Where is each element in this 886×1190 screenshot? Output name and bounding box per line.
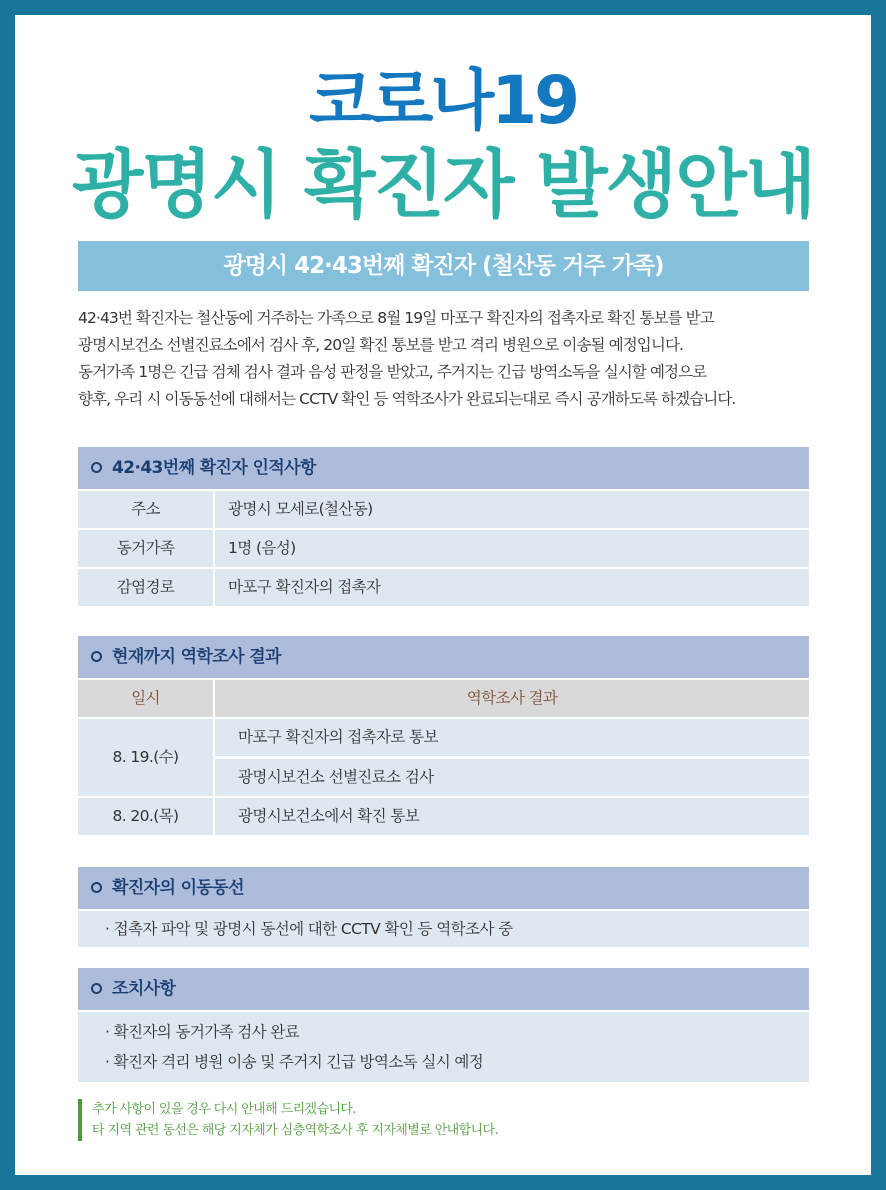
- title-notice: 광명시 확진자 발생안내: [71, 142, 815, 228]
- date-cell: 8. 20.(목): [78, 798, 213, 835]
- section-title: 확진자의 이동동선: [112, 878, 244, 898]
- circle-bullet-icon: [91, 983, 102, 994]
- table-row: [78, 719, 809, 756]
- circle-bullet-icon: [91, 462, 102, 473]
- intro-line: 동거가족 1명은 긴급 검체 검사 결과 음성 판정을 받았고, 주거지는 긴급 방역소독을 실시할 예정으로: [78, 363, 707, 381]
- section-header-movement: [78, 867, 809, 909]
- measures-box: [78, 1012, 809, 1082]
- intro-line: 향후, 우리 시 이동동선에 대해서는 CCTV 확인 등 역학조사가 완료되는대로 즉시 공개하도록 하겠습니다.: [78, 390, 736, 408]
- circle-bullet-icon: [91, 882, 102, 893]
- table-row: [78, 491, 809, 528]
- case-banner: 광명시 42·43번째 확진자 (철산동 거주 가족): [78, 241, 809, 291]
- row-label: 동거가족: [78, 530, 213, 567]
- section-title: 현재까지 역학조사 결과: [112, 647, 281, 667]
- section-header-profile: [78, 447, 809, 489]
- column-header-result: 역학조사 결과: [215, 680, 809, 717]
- row-value: 광명시 모세로(철산동): [215, 491, 809, 528]
- table-row: [78, 798, 809, 835]
- list-item: · 접촉자 파악 및 광명시 동선에 대한 CCTV 확인 등 역학조사 중: [105, 920, 513, 938]
- title-covid19: 코로나19: [308, 62, 578, 139]
- column-header-date: 일시: [78, 680, 213, 717]
- table-row: [78, 530, 809, 567]
- row-label: 감염경로: [78, 569, 213, 606]
- table-row: [78, 569, 809, 606]
- footnote: [78, 1099, 498, 1141]
- intro-line: 광명시보건소 선별진료소에서 검사 후, 20일 확진 통보를 받고 격리 병원으로 이송될 예정입니다.: [78, 336, 684, 354]
- row-value: 1명 (음성): [215, 530, 809, 567]
- result-cell: 광명시보건소에서 확진 통보: [215, 798, 809, 835]
- row-value: 마포구 확진자의 접촉자: [215, 569, 809, 606]
- result-cell: 마포구 확진자의 접촉자로 통보: [215, 719, 809, 756]
- section-title: 조치사항: [112, 979, 176, 999]
- row-label: 주소: [78, 491, 213, 528]
- footnote-line: 타 지역 관련 동선은 해당 지자체가 심층역학조사 후 지자체별로 안내합니다.: [92, 1123, 499, 1138]
- table-row: [78, 759, 809, 796]
- date-cell: 8. 19.(수): [78, 719, 213, 796]
- section-header-investigation: [78, 636, 809, 678]
- list-item: · 확진자 격리 병원 이송 및 주거지 긴급 방역소독 실시 예정: [105, 1053, 484, 1071]
- section-header-measures: [78, 968, 809, 1010]
- intro-paragraph: [78, 305, 818, 413]
- section-title: 42·43번째 확진자 인적사항: [112, 458, 316, 478]
- intro-line: 42·43번 확진자는 철산동에 거주하는 가족으로 8월 19일 마포구 확진자의 접촉자로 확진 통보를 받고: [78, 309, 714, 327]
- list-item: · 확진자의 동거가족 검사 완료: [105, 1023, 300, 1041]
- notice-sheet: [15, 15, 871, 1175]
- result-cell: 광명시보건소 선별진료소 검사: [215, 759, 809, 796]
- movement-box: [78, 911, 809, 947]
- circle-bullet-icon: [91, 651, 102, 662]
- table-header-row: [78, 680, 809, 717]
- footnote-line: 추가 사항이 있을 경우 다시 안내해 드리겠습니다.: [92, 1102, 356, 1117]
